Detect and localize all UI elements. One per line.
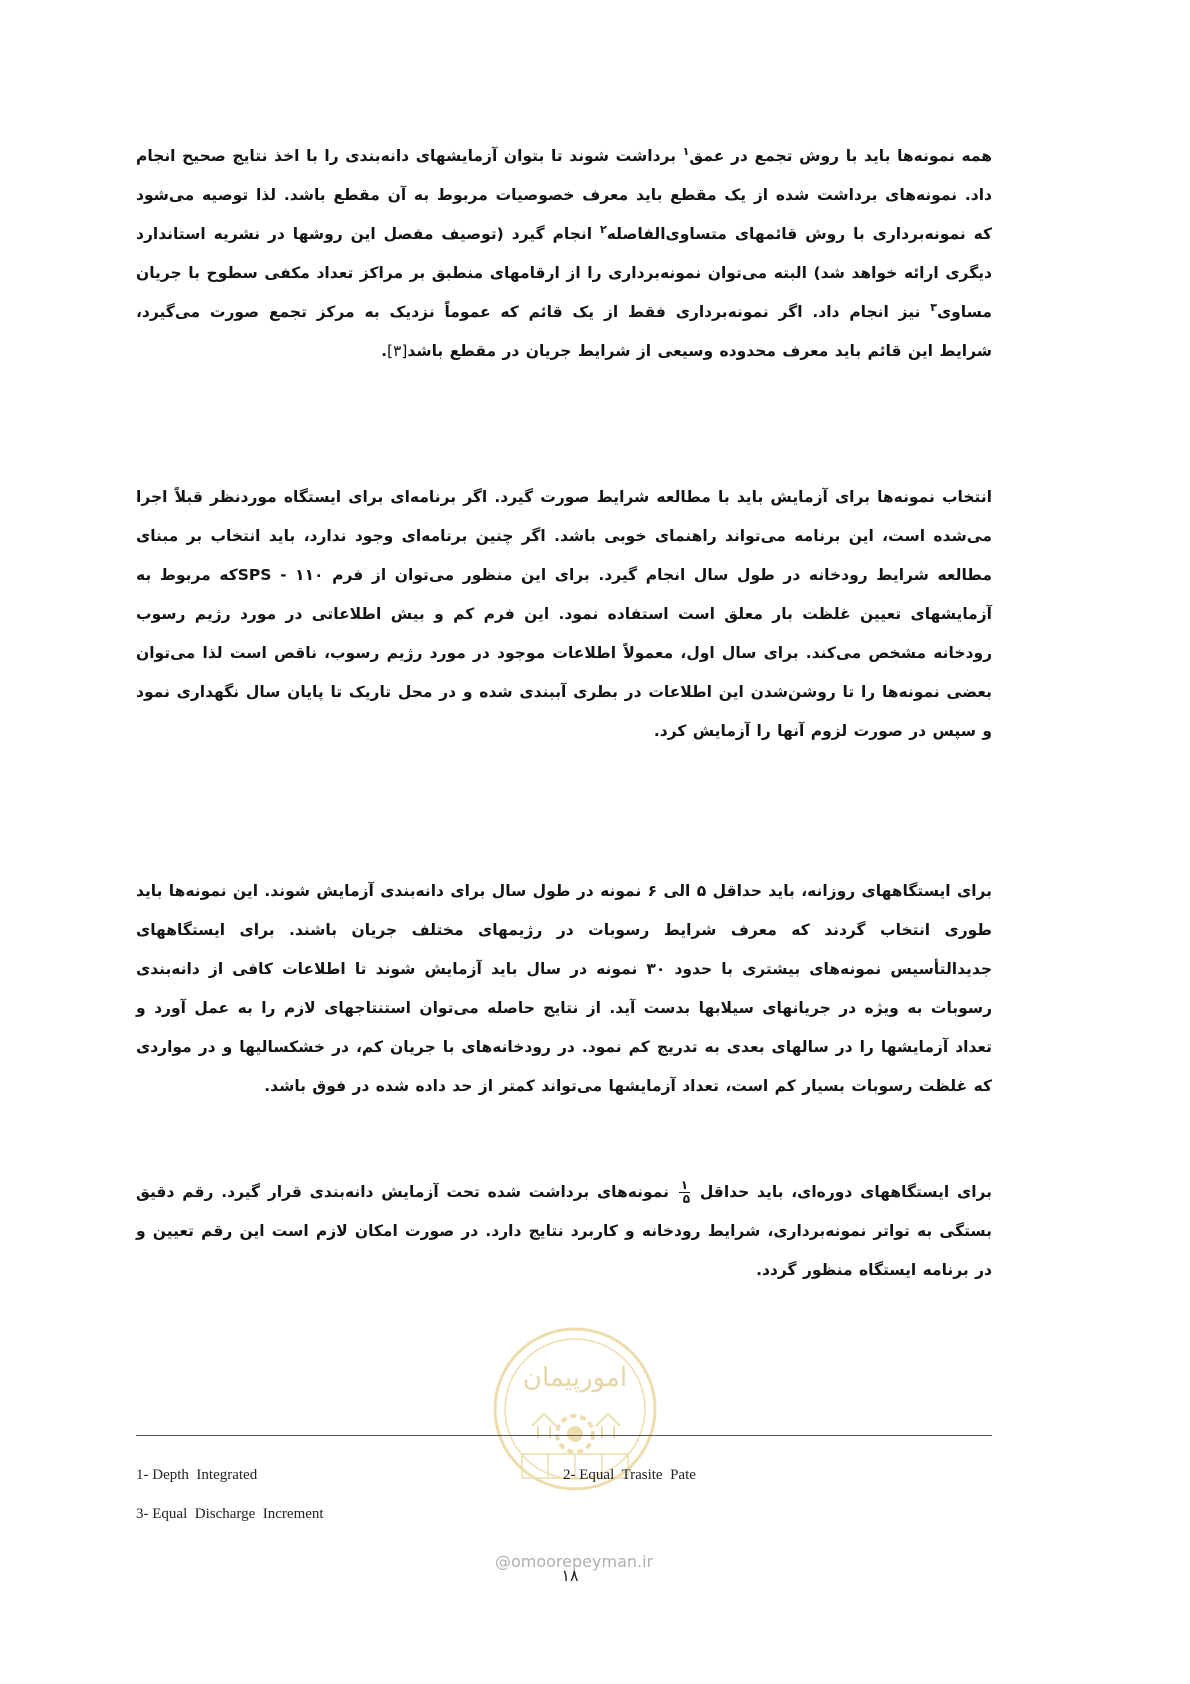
watermark-site-text: omoorepeyman.ir (511, 1552, 654, 1571)
page-number: ۱۸ (561, 1566, 579, 1585)
paragraph-2: انتخاب نمونه‌ها برای آزمایش باید با مطالعه شرایط صورت گیرد. اگر برنامه‌ای برای ایستگاه موردنظر قبلاً اجرا می‌شده است، این برنامه می‌تواند راهنمای خوبی باشد. اگر چنین برنامه‌ای وجود ندارد، باید انتخاب بر مبنای مطالعه شرایط رودخانه در طول سال انجام گیرد. برای این منظور می‌توان از فرم ۱۱۰ - SPSکه مربوط به آزمایشهای تعیین غلظت بار معلق است استفاده نمود. این فرم کم و بیش اطلاعاتی در مورد رژیم رسوب رودخانه مشخص می‌کند. برای سال اول، معمولاً اطلاعات موجود در مورد رژیم رسوب، ناقص است لذا می‌توان بعضی نمونه‌ها را تا روشن‌شدن این اطلاعات در بطری آببندی شده و در محل تاریک تا پایان سال نگهداری نمود و سپس در صورت لزوم آنها را آزمایش کرد. (136, 488, 992, 740)
fraction-denominator: ۵ (682, 1192, 691, 1206)
paragraph-1 (136, 137, 992, 371)
paragraph-4 (136, 1173, 992, 1290)
footnote-ref-1: ۱ (682, 144, 690, 158)
footnote-2: 2- Equal Trasite Pate (563, 1467, 696, 1483)
footnote-1: 1- Depth Integrated (136, 1467, 258, 1483)
paragraph-1-text-a: همه نمونه‌ها باید با روش تجمع در عمق (689, 147, 992, 165)
paragraph-3: برای ایستگاههای روزانه، باید حداقل ۵ الی ۶ نمونه در طول سال برای دانه‌بندی آزمایش شوند. این نمونه‌ها باید طوری انتخاب گردند که معرف شرایط رسوبات در رژیمهای مختلف جریان باشند. برای ایستگاههای جدیدالتأسیس نمونه‌های بیشتری با حدود ۳۰ نمونه در سال باید آزمایش شوند تا اطلاعات کافی از دانه‌بندی رسوبات به ویژه در جریانهای سیلابها بدست آید. از نتایج حاصله می‌توان استنتاجهای لازم را به عمل آورد و تعداد آزمایشها را در سالهای بعدی به تدریج کم نمود. در رودخانه‌های با جریان کم، در خشکسالیها و در مواردی که غلظت رسوبات بسیار کم است، تعداد آزمایشها می‌تواند کمتر از حد داده شده در فوق باشد. (136, 882, 992, 1095)
paragraph-1-text-c: انجام گیرد (توصیف مفصل این روشها در نشریه استاندارد دیگری ارائه خواهد شد) البته می‌توان نمونه‌برداری را از ارقامهای منطبق بر مراکز تعداد مکفی سطوح با جریان مساوی (136, 225, 992, 321)
paragraph-1-end: . (381, 342, 387, 360)
fraction (679, 1179, 690, 1206)
paragraph-1-text-b: برداشت شوند تا بتوان آزمایشهای دانه‌بندی را با اخذ نتایج صحیح انجام داد. نمونه‌های برداشت شده از یک مقطع باید معرف خصوصیات مربوط به آن مقطع باشد. لذا توصیه می‌شود که نمونه‌برداری با روش قائمهای متساوی‌الفاصله (136, 147, 992, 243)
footnote-ref-3: ۳ (930, 300, 937, 314)
fraction-numerator: ۱ (680, 1178, 689, 1192)
paragraph-4-text-a: برای ایستگاههای دوره‌ای، باید حداقل (692, 1183, 992, 1201)
paragraph-1-text-d: نیز انجام داد. اگر نمونه‌برداری فقط از یک قائم که عموماً نزدیک به مرکز تجمع صورت می‌گیرد، شرایط این قائم باید معرف محدوده وسیعی از شرایط جریان در مقطع باشد (136, 303, 992, 360)
footnote-ref-2: ۲ (600, 222, 607, 236)
watermark-logo-text: امورپیمان (522, 1363, 628, 1393)
paragraph-4-text-b: نمونه‌های برداشت شده تحت آزمایش دانه‌بندی قرار گیرد. رقم دقیق بستگی به تواتر نمونه‌برداری، شرایط رودخانه و کاربرد نتایج دارد. در صورت امکان لازم است این رقم تعیین و در برنامه ایستگاه منظور گردد. (136, 1183, 992, 1279)
footnote-3: 3- Equal Discharge Increment (136, 1506, 324, 1522)
citation: [۳] (386, 342, 408, 360)
footnote-divider (136, 1435, 992, 1436)
at-icon: @ (495, 1552, 511, 1571)
